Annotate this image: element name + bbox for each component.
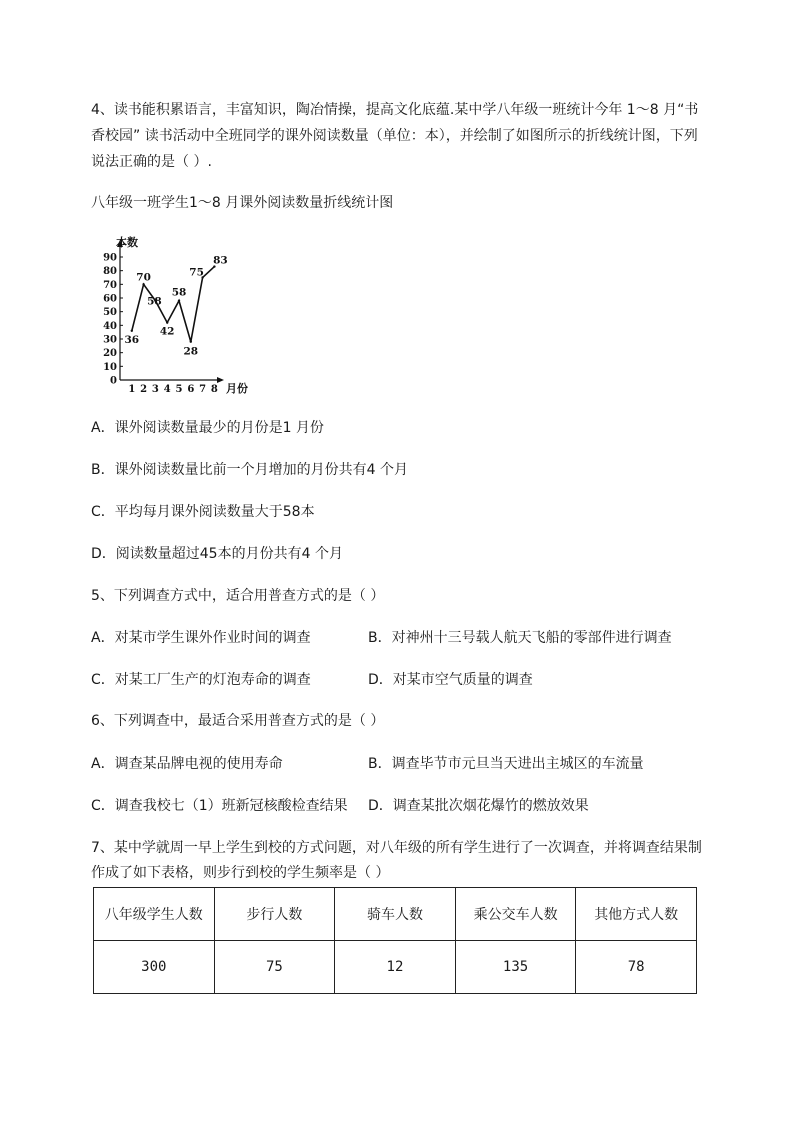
chart-y-tick-label: 30	[103, 334, 117, 346]
table-header-cell: 步行人数	[214, 888, 335, 941]
q4-option-c: C．平均每月课外阅读数量大于58本	[91, 504, 315, 520]
chart-data-label: 70	[136, 271, 151, 284]
chart-data-label: 28	[183, 345, 199, 358]
q5-option-d: D．对某市空气质量的调查	[368, 672, 533, 688]
table-cell: 300	[94, 941, 215, 994]
survey-table	[93, 887, 697, 994]
chart-y-tick-label: 50	[103, 307, 117, 319]
q4-option-b: B．课外阅读数量比前一个月增加的月份共有4 个月	[91, 462, 408, 478]
line-chart	[96, 232, 256, 397]
table-row	[94, 941, 697, 994]
q4-stem-line-2: 香校园” 读书活动中全班同学的课外阅读数量（单位：本），并绘制了如图所示的折线统计图，下列	[91, 128, 698, 144]
chart-x-tick-label: 7	[199, 384, 207, 395]
table-header-row	[94, 888, 697, 941]
q6-option-a: A．调查某品牌电视的使用寿命	[91, 756, 283, 772]
table-cell: 135	[455, 941, 576, 994]
chart-y-tick-label: 80	[103, 266, 117, 278]
q7-stem-line-2: 作成了如下表格，则步行到校的学生频率是（ ）	[91, 865, 390, 881]
chart-point	[178, 300, 180, 302]
chart-data-label: 75	[189, 266, 204, 279]
chart-x-axis-arrow	[217, 377, 224, 383]
chart-axes	[117, 240, 224, 383]
q5-option-c: C．对某工厂生产的灯泡寿命的调查	[91, 672, 311, 688]
chart-title: 八年级一班学生1～8 月课外阅读数量折线统计图	[91, 195, 394, 211]
q6-option-d: D．调查某批次烟花爆竹的燃放效果	[368, 798, 589, 814]
q5-option-a: A．对某市学生课外作业时间的调查	[91, 630, 311, 646]
q4-stem-line-3: 说法正确的是（ ）.	[91, 154, 212, 170]
chart-x-tick-label: 4	[163, 384, 171, 395]
chart-y-axis-label: 本数	[116, 236, 138, 249]
table-header-cell: 骑车人数	[335, 888, 456, 941]
q7-stem-line-1: 7、某中学就周一早上学生到校的方式问题，对八年级的所有学生进行了一次调查，并将调查结果制	[91, 840, 702, 856]
table-header-cell: 乘公交车人数	[455, 888, 576, 941]
chart-x-axis-label: 月份	[226, 382, 248, 395]
chart-y-tick-label: 20	[103, 348, 117, 360]
chart-data-label: 58	[171, 286, 187, 299]
table-cell: 75	[214, 941, 335, 994]
chart-data-label: 42	[159, 325, 175, 338]
chart-y-tick-label: 60	[103, 293, 117, 305]
chart-data-label: 83	[213, 254, 228, 267]
q6-option-b: B．调查毕节市元旦当天进出主城区的车流量	[368, 756, 644, 772]
table-header-cell: 其他方式人数	[576, 888, 697, 941]
q4-option-a: A．课外阅读数量最少的月份是1 月份	[91, 420, 324, 436]
chart-x-tick-label: 3	[151, 384, 159, 395]
chart-data-label: 58	[147, 295, 162, 308]
q6-stem: 6、下列调查中，最适合采用普查方式的是（ ）	[91, 713, 385, 729]
chart-y-tick-label: 90	[103, 252, 117, 264]
chart-x-tick-label: 1	[128, 384, 136, 395]
chart-y-tick-label: 0	[110, 375, 117, 387]
chart-x-tick-label: 5	[175, 384, 183, 395]
table-cell: 78	[576, 941, 697, 994]
chart-y-tick-label: 40	[103, 320, 117, 332]
q4-stem-line-1: 4、读书能积累语言，丰富知识，陶冶情操，提高文化底蕴.某中学八年级一班统计今年 1～8 月“书	[91, 102, 699, 118]
chart-point	[166, 321, 168, 323]
q4-option-d: D．阅读数量超过45本的月份共有4 个月	[91, 546, 343, 562]
chart-y-tick-label: 10	[103, 361, 117, 373]
q5-option-b: B．对神州十三号载人航天飞船的零部件进行调查	[368, 630, 672, 646]
chart-point	[131, 330, 133, 332]
table-header-cell: 八年级学生人数	[94, 888, 215, 941]
chart-y-tick-label: 70	[103, 279, 117, 291]
chart-x-tick-label: 8	[210, 384, 218, 395]
chart-data-label: 36	[124, 333, 140, 346]
chart-point	[190, 341, 192, 343]
table-cell: 12	[335, 941, 456, 994]
chart-x-ticks	[128, 384, 218, 395]
q6-option-c: C．调查我校七（1）班新冠核酸检查结果	[91, 798, 348, 814]
q5-stem: 5、下列调查方式中，适合用普查方式的是（ ）	[91, 588, 385, 604]
chart-x-tick-label: 6	[187, 384, 195, 395]
chart-x-tick-label: 2	[140, 384, 148, 395]
chart-point	[142, 283, 144, 285]
